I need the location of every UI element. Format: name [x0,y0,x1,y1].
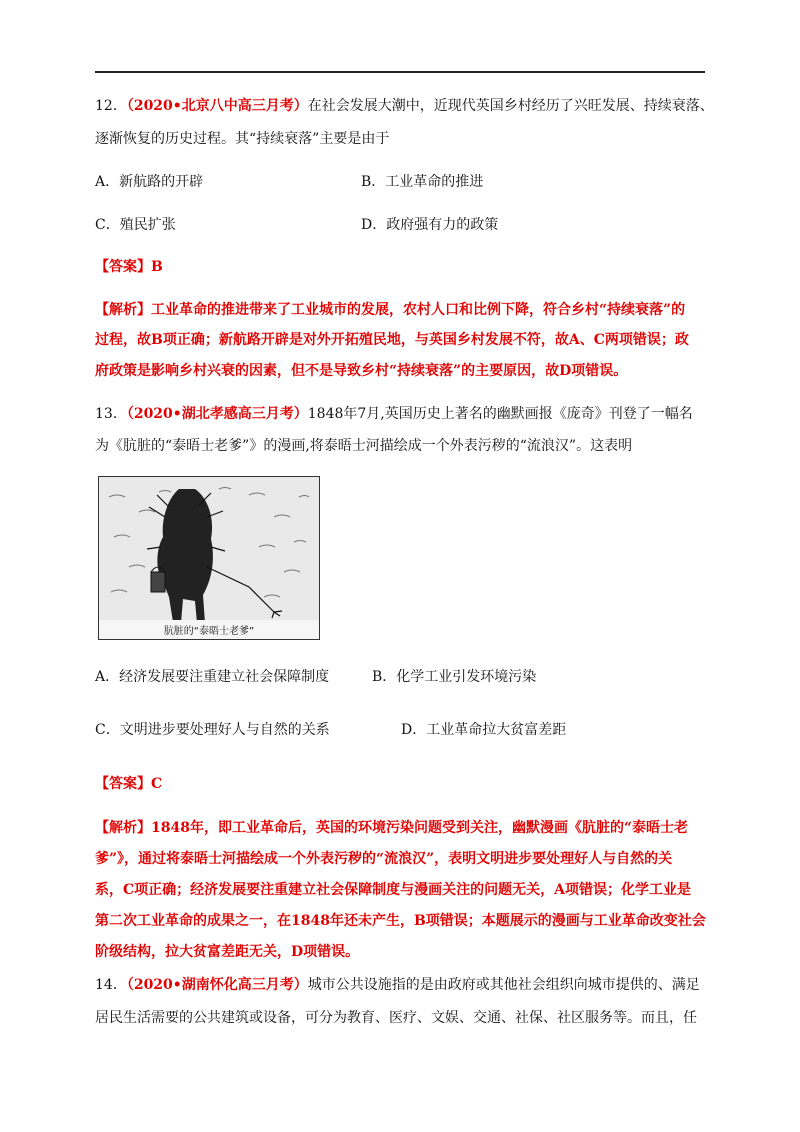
q12-source: （2020•北京八中高三月考） [126,98,308,114]
q14-number: 14． [95,977,127,993]
q12-number: 12． [95,98,127,114]
q12-answer: 【答案】B [95,259,163,275]
q12-stem-text1: 在社会发展大潮中，近现代英国乡村经历了兴旺发展、持续衰落、 [307,98,714,114]
q12-explanation-line1: 【解析】工业革命的推进带来了工业城市的发展，农村人口和比例下降，符合乡村“持续衰落”的 [95,302,686,318]
q13-option-a: A．经济发展要注重建立社会保障制度 [95,669,330,685]
q13-stem-line1 [95,404,693,424]
q12-explanation-line2: 过程，故B项正确；新航路开辟是对外开拓殖民地，与英国乡村发展不符，故A、C两项错误；政 [95,332,689,348]
q13-source: （2020•湖北孝感高三月考） [126,406,308,422]
cartoon-caption: 肮脏的“泰晤士老爹” [163,626,255,637]
q14-source: （2020•湖南怀化高三月考） [126,977,308,993]
q13-option-c: C．文明进步要处理好人与自然的关系 [95,722,330,738]
q12-option-d: D．政府强有力的政策 [361,217,499,233]
q14-stem-line1 [95,975,700,995]
q12-stem-line1 [95,96,714,116]
q14-stem-text1: 城市公共设施指的是由政府或其他社会组织向城市提供的、满足 [307,977,700,993]
q13-stem-line2: 为《肮脏的“泰晤士老爹”》的漫画,将泰晤士河描绘成一个外表污秽的“流浪汉”。这表明 [95,438,633,454]
q12-option-b: B．工业革命的推进 [361,174,484,190]
q13-explanation-line4: 第二次工业革命的成果之一，在1848年还未产生，B项错误；本题展示的漫画与工业革命改变社会 [95,913,706,929]
q13-number: 13． [95,406,127,422]
q13-option-b: B．化学工业引发环境污染 [372,669,537,685]
q13-explanation-line1: 【解析】1848年，即工业革命后，英国的环境污染问题受到关注，幽默漫画《肮脏的“泰晤士老 [95,820,689,836]
cartoon-illustration [99,477,319,639]
q12-option-a: A．新航路的开辟 [95,174,204,190]
header-rule [95,71,705,73]
q13-explanation-line2: 爹”》，通过将泰晤士河描绘成一个外表污秽的“流浪汉”，表明文明进步要处理好人与自然的关 [95,851,673,867]
q13-answer: 【答案】C [95,776,163,792]
q12-option-c: C．殖民扩张 [95,217,176,233]
q13-explanation-line5: 阶级结构，拉大贫富差距无关，D项错误。 [95,944,360,960]
q13-stem-text1: 1848年7月,英国历史上著名的幽默画报《庞奇》刊登了一幅名 [307,406,693,422]
q13-explanation-line3: 系，C项正确；经济发展要注重建立社会保障制度与漫画关注的问题无关，A项错误；化学工业是 [95,882,692,898]
q12-stem-line2: 逐渐恢复的历史过程。其“持续衰落”主要是由于 [95,131,390,147]
q12-explanation-line3: 府政策是影响乡村兴衰的因素，但不是导致乡村“持续衰落”的主要原因，故D项错误。 [95,363,628,379]
q13-option-d: D．工业革命拉大贫富差距 [401,722,567,738]
q14-stem-line2: 居民生活需要的公共建筑或设备，可分为教育、医疗、文娱、交通、社保、社区服务等。而且，任 [95,1010,697,1026]
cartoon-image [98,476,320,640]
